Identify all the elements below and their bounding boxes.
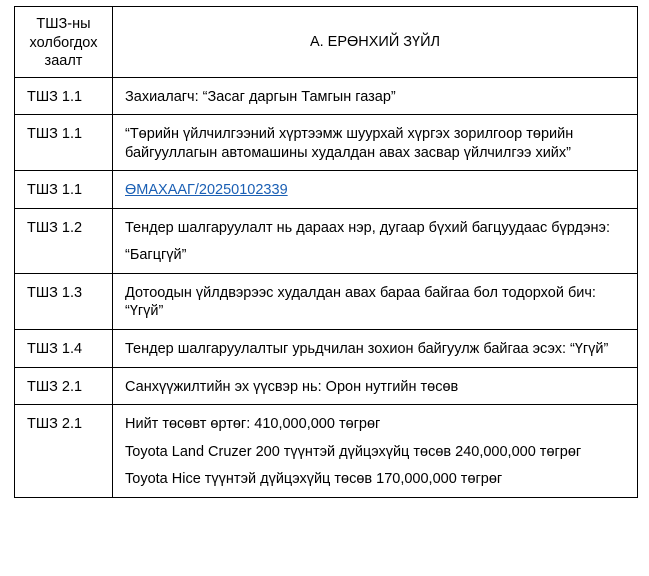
row-line: Тендер шалгаруулалтыг урьдчилан зохион байгуулж байгаа эсэх: “Үгүй” [125,341,609,358]
table-row [15,367,638,405]
procurement-code-link[interactable]: ӨМАХААГ/20250102339 [125,182,288,199]
row-text [113,367,638,405]
table-row [15,77,638,115]
row-text [113,208,638,273]
row-line: Санхүүжилтийн эх үүсвэр нь: Орон нутгийн төсөв [125,378,459,395]
ref-column-header: ТШЗ-ны холбогдох заалт [15,7,113,78]
row-ref: ТШЗ 2.1 [15,367,113,405]
row-line: Toyota Hice түүнтэй дүйцэхүйц төсөв 170,000,000 төгрөг [125,471,503,488]
table-row [15,115,638,171]
row-text [113,115,638,171]
row-text [113,171,638,209]
row-line: Нийт төсөвт өртөг: 410,000,000 төгрөг [125,416,381,433]
row-text [113,77,638,115]
row-ref: ТШЗ 1.1 [15,77,113,115]
tender-data-sheet-table [14,6,638,498]
row-ref: ТШЗ 1.1 [15,171,113,209]
row-line: “Багцгүй” [125,247,187,264]
row-line: Тендер шалгаруулалт нь дараах нэр, дугаар бүхий багцуудаас бүрдэнэ: [125,219,610,236]
table-row [15,171,638,209]
row-line: “Төрийн үйлчилгээний хүртээмж шуурхай хүргэх зорилгоор төрийн байгууллагын автомашины худалдан авах засвар үйлчилгээ хийх” [125,126,574,161]
row-text [113,330,638,368]
table-row [15,405,638,498]
table-header-row [15,7,638,78]
row-text [113,273,638,329]
row-ref: ТШЗ 1.4 [15,330,113,368]
row-ref: ТШЗ 1.3 [15,273,113,329]
table-row [15,273,638,329]
row-line: Дотоодын үйлдвэрээс худалдан авах бараа байгаа бол тодорхой бич: “Үгүй” [125,284,596,320]
row-line: Захиалагч: “Засаг даргын Тамгын газар” [125,88,396,105]
table-row [15,208,638,273]
section-title: А. ЕРӨНХИЙ ЗҮЙЛ [113,7,638,78]
row-ref: ТШЗ 2.1 [15,405,113,498]
row-text [113,405,638,498]
row-ref: ТШЗ 1.1 [15,115,113,171]
table-row [15,330,638,368]
row-ref: ТШЗ 1.2 [15,208,113,273]
row-line: Toyota Land Cruzer 200 түүнтэй дүйцэхүйц төсөв 240,000,000 төгрөг [125,443,582,460]
